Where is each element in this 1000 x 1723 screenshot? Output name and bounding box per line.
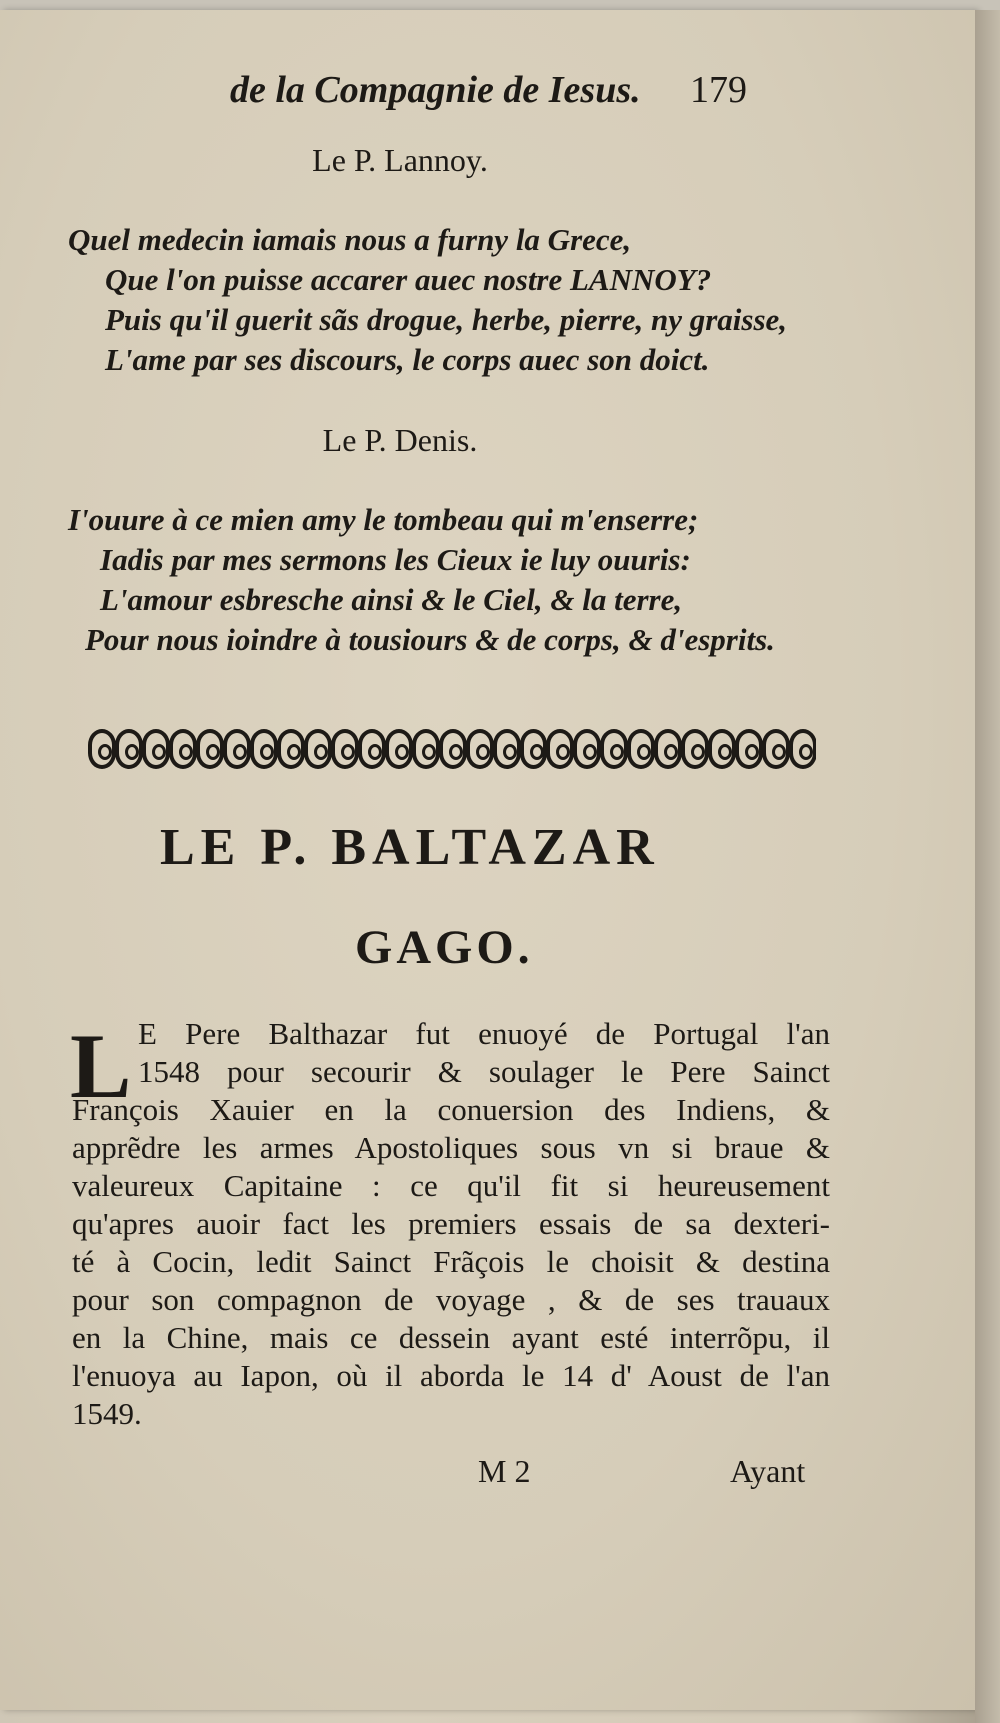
verse-line: Pour nous ioindre à tousiours & de corps, & d'esprits. (85, 622, 775, 657)
catchword: Ayant (730, 1453, 806, 1489)
book-page (0, 10, 975, 1710)
paragraph-line: en la Chine, mais ce dessein ayant esté interrõpu, il (72, 1320, 830, 1355)
paragraph-line: pour son compagnon de voyage , & de ses trauaux (72, 1282, 830, 1317)
verse-line: L'amour esbresche ainsi & le Ciel, & la terre, (100, 582, 683, 617)
paragraph-line: l'enuoya au Iapon, où il aborda le 14 d' Aoust de l'an (72, 1358, 830, 1393)
paragraph-line: François Xauier en la conuersion des Indiens, & (72, 1092, 830, 1127)
page-number: 179 (690, 69, 747, 111)
running-title: de la Compagnie de Iesus. (230, 69, 641, 111)
verse-line: Puis qu'il guerit sãs drogue, herbe, pierre, ny graisse, (105, 302, 788, 337)
section-heading: Le P. Denis. (322, 422, 478, 458)
ornamental-border (88, 726, 816, 772)
paragraph-line: 1549. (72, 1396, 142, 1431)
page-edge (975, 10, 1000, 1723)
section-heading: Le P. Lannoy. (312, 142, 488, 178)
verse-line: Que l'on puisse accarer auec nostre LANNOY? (105, 262, 712, 297)
chapter-title: LE P. BALTAZAR (160, 819, 660, 876)
chapter-title-line2: GAGO. (355, 921, 534, 974)
signature-mark: M 2 (478, 1453, 531, 1489)
verse-line: L'ame par ses discours, le corps auec son doict. (105, 342, 710, 377)
verse-line: Iadis par mes sermons les Cieux ie luy ouuris: (100, 542, 691, 577)
paragraph-line: té à Cocin, ledit Sainct Frãçois le choisit & destina (72, 1244, 830, 1279)
paragraph-line: apprẽdre les armes Apostoliques sous vn si braue & (72, 1130, 830, 1165)
paragraph-line: valeureux Capitaine : ce qu'il fit si heureusement (72, 1168, 830, 1203)
verse-line: Quel medecin iamais nous a furny la Grece, (68, 222, 632, 257)
paragraph-line: qu'apres auoir fact les premiers essais de sa dexteri- (72, 1206, 830, 1241)
drop-cap: L (70, 1015, 132, 1117)
paragraph-line: 1548 pour secourir & soulager le Pere Sainct (138, 1054, 830, 1089)
verse-line: I'ouure à ce mien amy le tombeau qui m'enserre; (68, 502, 699, 537)
paragraph-line: E Pere Balthazar fut enuoyé de Portugal l'an (138, 1016, 830, 1051)
